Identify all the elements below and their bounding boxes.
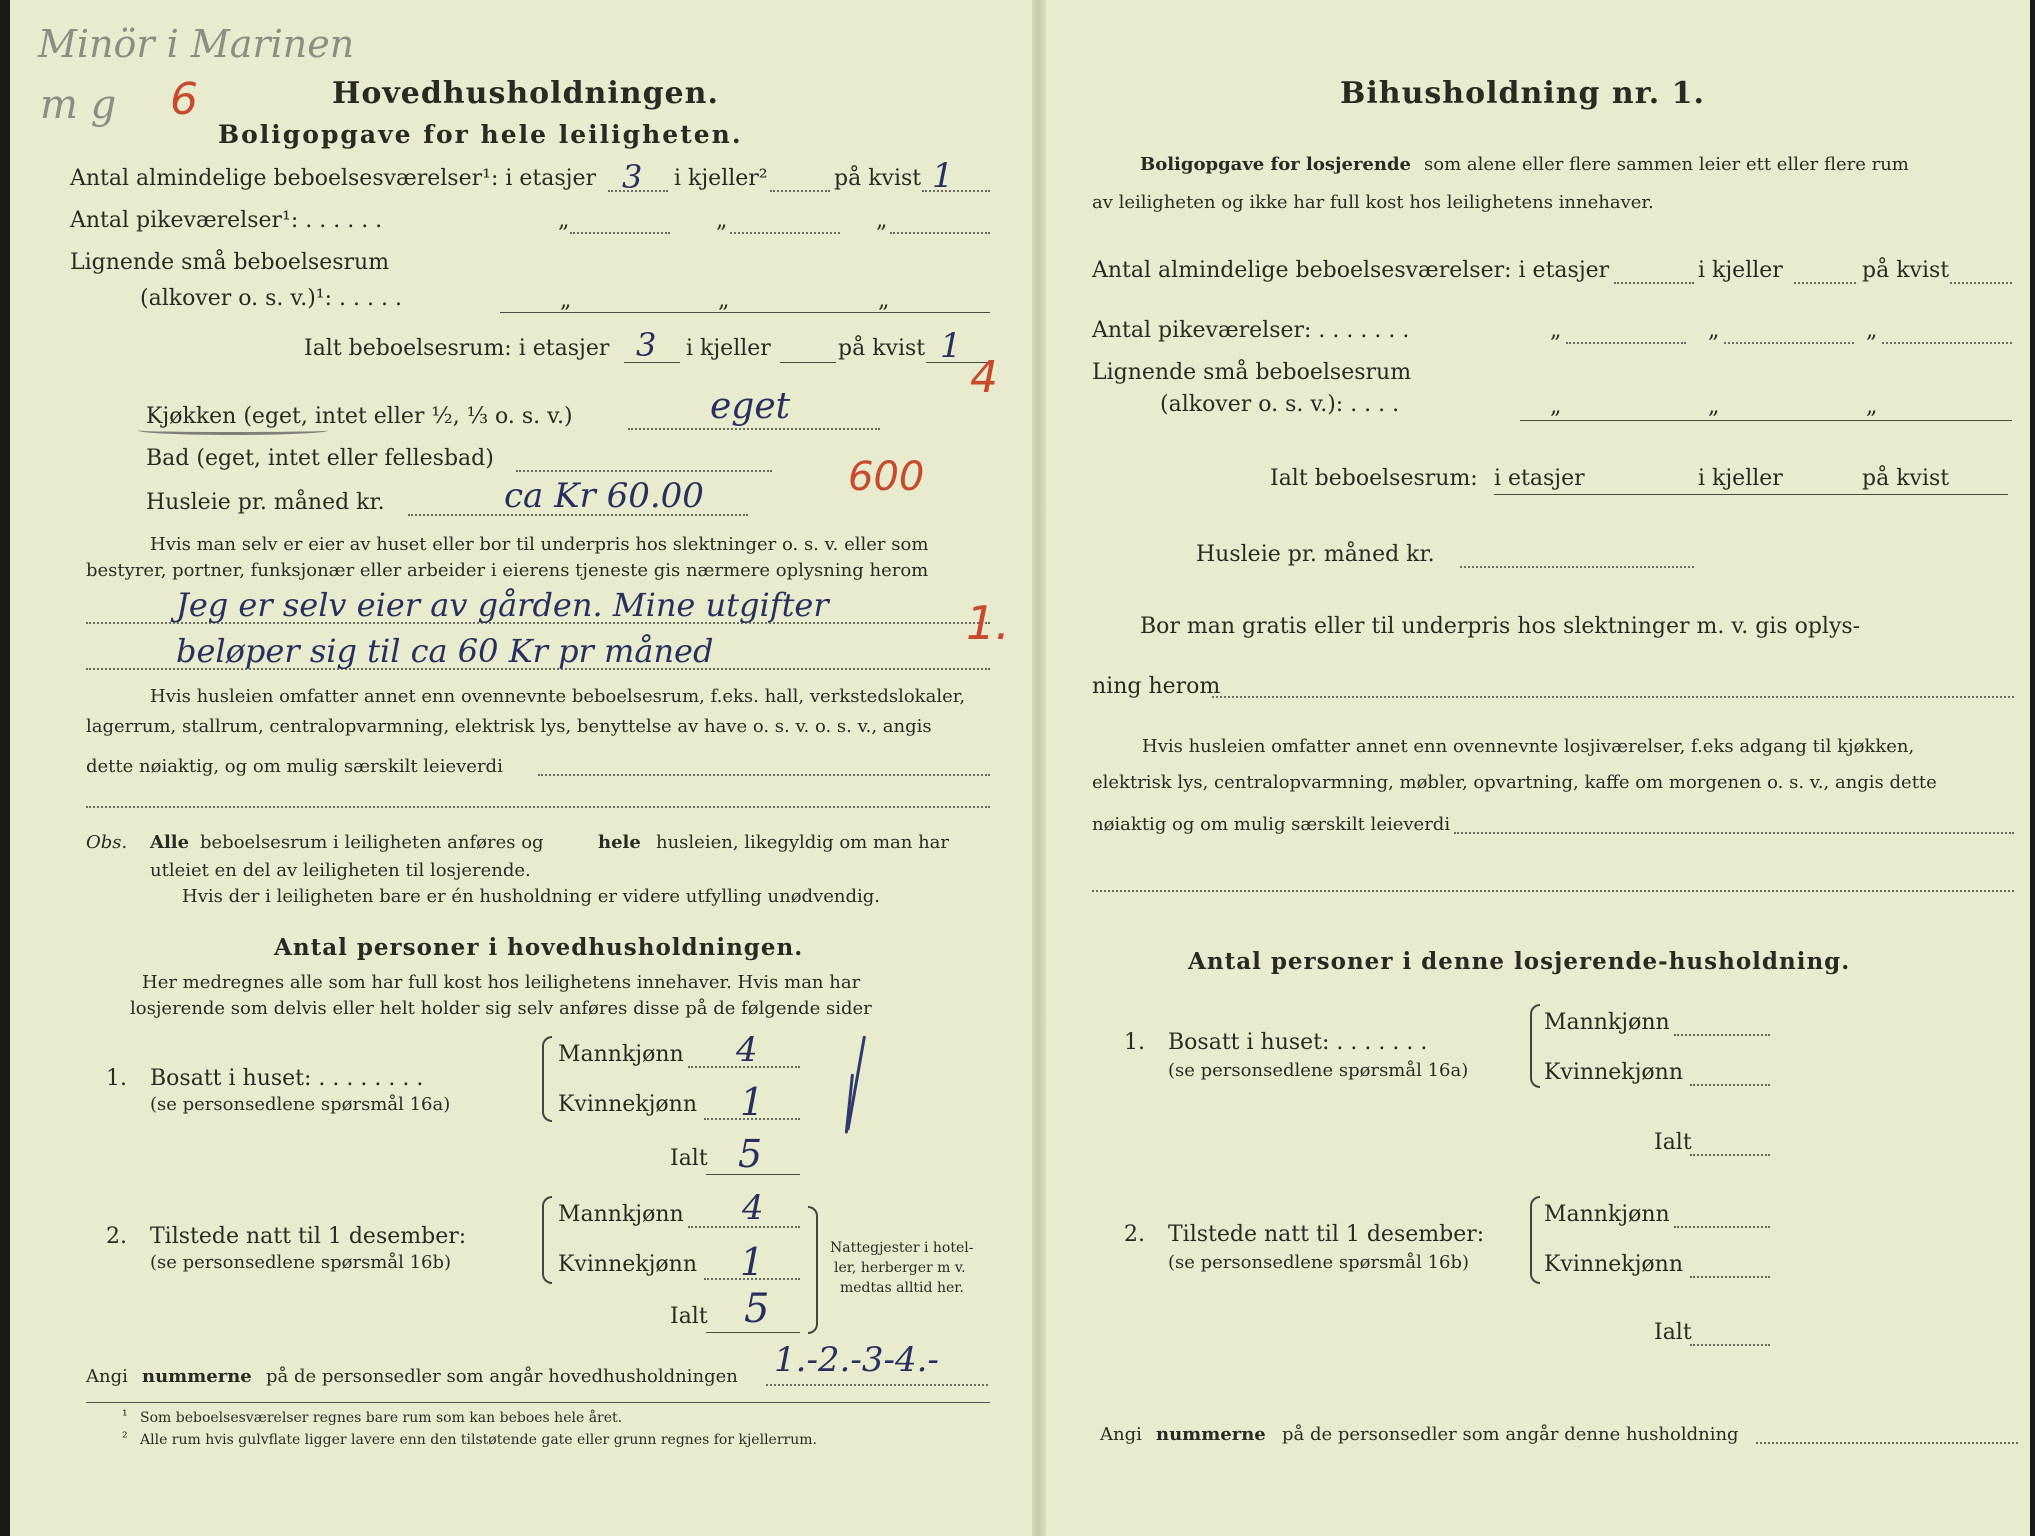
left-page-title: Hovedhusholdningen. — [332, 76, 719, 111]
field-line — [730, 232, 840, 234]
field-line — [516, 470, 772, 472]
field-line — [1460, 566, 1694, 568]
label-ialt: Ialt — [670, 1304, 708, 1329]
label-kvinnekjonn: Kvinnekjønn — [1544, 1252, 1683, 1277]
label-ialt-kjeller: i kjeller — [686, 336, 771, 361]
brace — [808, 1206, 818, 1334]
field-line — [1690, 1154, 1770, 1156]
left-page-subtitle: Boligopgave for hele leiligheten. — [218, 120, 743, 149]
footnote-mark: ² — [122, 1430, 128, 1446]
label-ialt: Ialt — [670, 1146, 708, 1171]
field-line — [1520, 420, 2012, 421]
ditto-mark: „ — [1708, 394, 1720, 419]
label-kjokken: Kjøkken (eget, intet eller ½, ⅓ o. s. v.) — [146, 404, 573, 429]
label-kvinnekjonn: Kvinnekjønn — [558, 1092, 697, 1117]
q2-sub: (se personsedlene spørsmål 16b) — [150, 1252, 452, 1273]
q1-number: 1. — [1124, 1030, 1145, 1055]
label-alkover: (alkover o. s. v.)¹: . . . . . — [140, 286, 402, 311]
field-line — [1690, 1084, 1770, 1086]
text-omfatter-2: elektrisk lys, centralopvarmning, møbler, opvartning, kaffe om morgenen o. s. v., angis dette — [1092, 772, 1937, 793]
field-line — [1454, 832, 2014, 834]
ditto-mark: „ — [1866, 318, 1878, 343]
ditto-mark: „ — [716, 208, 728, 233]
angi-label: Angi — [1100, 1424, 1142, 1445]
brace — [1530, 1196, 1540, 1284]
handwritten-ialt-kvist: 1 — [940, 326, 962, 366]
field-line — [1614, 282, 1694, 284]
field-line — [628, 428, 880, 430]
ditto-mark: „ — [1866, 394, 1878, 419]
text-omfatter-3: nøiaktig og om mulig særskilt leieverdi — [1092, 814, 1451, 835]
field-line — [1092, 890, 2014, 892]
footnote-2: Alle rum hvis gulvflate ligger lavere enn den tilstøtende gate eller grunn regnes for kjellerrum. — [140, 1432, 817, 1448]
intro-text-1: som alene eller flere sammen leier ett eller flere rum — [1424, 154, 1909, 175]
handwritten-remark-2: beløper sig til ca 60 Kr pr måned — [176, 632, 714, 670]
ditto-mark: „ — [1708, 318, 1720, 343]
text-eier-1: Hvis man selv er eier av huset eller bor til underpris hos slektninger o. s. v. eller som — [150, 534, 929, 555]
field-line — [780, 362, 836, 363]
label-ialt-kjeller: i kjeller — [1698, 466, 1783, 491]
text-omfatter-1: Hvis husleien omfatter annet enn ovennevnte losjiværelser, f.eks adgang til kjøkken, — [1142, 736, 1915, 757]
field-line — [1950, 282, 2012, 284]
text-omfatter-3: dette nøiaktig, og om mulig særskilt leieverdi — [86, 756, 503, 777]
footnote-divider — [86, 1402, 990, 1403]
nattegjester-2: ler, herberger m v. — [834, 1260, 966, 1276]
obs-hele: hele — [598, 832, 641, 853]
label-mannkjonn: Mannkjønn — [558, 1202, 684, 1227]
label-ialt: Ialt — [1654, 1320, 1692, 1345]
label-kjeller: i kjeller — [1698, 258, 1783, 283]
handwritten-husleie: ca Kr 60.00 — [504, 476, 704, 516]
handwritten-mg-number: 6 — [170, 74, 198, 125]
label-mannkjonn: Mannkjønn — [1544, 1202, 1670, 1227]
label-lignende: Lignende små beboelsesrum — [70, 250, 390, 275]
nattegjester-1: Nattegjester i hotel- — [830, 1240, 974, 1256]
nattegjester-3: medtas alltid her. — [840, 1280, 964, 1296]
label-alkover: (alkover o. s. v.): . . . . — [1160, 392, 1400, 417]
field-line — [1690, 1276, 1770, 1278]
text-gratis-2: ning herom — [1092, 674, 1221, 699]
ditto-mark: „ — [558, 208, 570, 233]
field-line — [1674, 1226, 1770, 1228]
handwritten-kvist: 1 — [932, 156, 954, 196]
label-lignende: Lignende små beboelsesrum — [1092, 360, 1412, 385]
ditto-mark: „ — [1550, 318, 1562, 343]
intro-text-2: av leiligheten og ikke har full kost hos leilighetens innehaver. — [1092, 192, 1654, 213]
label-husleie: Husleie pr. måned kr. — [1196, 542, 1435, 567]
ditto-mark: „ — [560, 288, 572, 313]
label-ialt-kvist: på kvist — [1862, 466, 1950, 491]
brace — [1530, 1004, 1540, 1088]
handwritten-etasjer: 3 — [622, 158, 643, 196]
footnote-mark: ¹ — [122, 1408, 128, 1424]
field-line — [1690, 1344, 1770, 1346]
field-line — [1212, 696, 2014, 698]
angi-text: på de personsedler som angår hovedhusholdningen — [266, 1366, 738, 1387]
angi-text: på de personsedler som angår denne husholdning — [1282, 1424, 1739, 1445]
handwritten-tilstede-mann: 4 — [742, 1188, 764, 1228]
obs-alle: Alle — [150, 832, 190, 853]
personer-title: Antal personer i denne losjerende-husholdning. — [1188, 948, 1851, 975]
label-mannkjonn: Mannkjønn — [558, 1042, 684, 1067]
handwritten-bosatt-kvinne: 1 — [740, 1080, 765, 1124]
handwritten-remark-code: 1. — [966, 596, 1010, 650]
text-gratis-1: Bor man gratis eller til underpris hos slektninger m. v. gis oplys- — [1140, 614, 1861, 639]
q2-number: 2. — [1124, 1222, 1145, 1247]
ditto-mark: „ — [718, 288, 730, 313]
label-ialt-kvist: på kvist — [838, 336, 926, 361]
ditto-mark: „ — [1550, 394, 1562, 419]
obs-text-3: Hvis der i leiligheten bare er én husholdning er videre utfylling unødvendig. — [182, 886, 881, 907]
intro-bold: Boligopgave for losjerende — [1140, 154, 1412, 175]
handwritten-ialt-total: 4 — [970, 352, 998, 403]
label-bad: Bad (eget, intet eller fellesbad) — [146, 446, 494, 471]
handwritten-tilstede-ialt: 5 — [744, 1286, 770, 1332]
label-kvinnekjonn: Kvinnekjønn — [558, 1252, 697, 1277]
q2-number: 2. — [106, 1224, 127, 1249]
ditto-mark: „ — [876, 208, 888, 233]
brace — [542, 1196, 552, 1284]
personer-title: Antal personer i hovedhusholdningen. — [274, 934, 804, 961]
text-omfatter-2: lagerrum, stallrum, centralopvarmning, elektrisk lys, benyttelse av have o. s. v. o. s. v., angis — [86, 716, 932, 737]
label-kjeller: i kjeller² — [674, 166, 768, 191]
handwritten-kjokken: eget — [710, 386, 791, 427]
field-line — [86, 806, 990, 808]
right-page-title: Bihusholdning nr. 1. — [1340, 76, 1705, 111]
label-kvinnekjonn: Kvinnekjønn — [1544, 1060, 1683, 1085]
label-kvist: på kvist — [1862, 258, 1950, 283]
personer-text-2: losjerende som delvis eller helt holder sig selv anføres disse på de følgende sider — [130, 998, 872, 1019]
q1-number: 1. — [106, 1066, 127, 1091]
field-line — [890, 232, 990, 234]
angi-nummerne: nummerne — [1156, 1424, 1266, 1445]
text-omfatter-1: Hvis husleien omfatter annet enn ovennevnte beboelsesrum, f.eks. hall, verkstedslokaler, — [150, 686, 966, 707]
label-ialt: Ialt — [1654, 1130, 1692, 1155]
q2-label: Tilstede natt til 1 desember: — [150, 1224, 467, 1249]
handwritten-nummerne: 1.-2.-3-4.- — [774, 1340, 939, 1380]
q1-sub: (se personsedlene spørsmål 16a) — [150, 1094, 451, 1115]
field-line — [570, 232, 670, 234]
label-pikevaerelser: Antal pikeværelser: . . . . . . . — [1092, 318, 1410, 343]
q1-label: Bosatt i huset: . . . . . . . . — [150, 1066, 424, 1091]
field-line — [1566, 342, 1686, 344]
handwritten-top-note: Minör i Marinen — [38, 22, 355, 66]
angi-nummerne: nummerne — [142, 1366, 252, 1387]
q1-label: Bosatt i huset: . . . . . . . — [1168, 1030, 1428, 1055]
label-husleie: Husleie pr. måned kr. — [146, 490, 385, 515]
label-almindelige: Antal almindelige beboelsesværelser: i etasjer — [1092, 258, 1610, 283]
handwritten-bosatt-ialt: 5 — [738, 1132, 763, 1176]
obs-text-1: beboelsesrum i leiligheten anføres og — [200, 832, 544, 853]
label-pikevaerelser: Antal pikeværelser¹: . . . . . . — [70, 208, 383, 233]
left-page-hovedhusholdning — [10, 0, 1035, 1536]
handwritten-ialt-etasjer: 3 — [636, 326, 657, 364]
text-eier-2: bestyrer, portner, funksjonær eller arbeider i eierens tjeneste gis nærmere oplysning herom — [86, 560, 929, 581]
label-almindelige: Antal almindelige beboelsesværelser¹: i etasjer — [70, 166, 597, 191]
label-kvist: på kvist — [834, 166, 922, 191]
field-line — [500, 312, 990, 313]
field-kjeller-line — [770, 190, 830, 192]
field-line — [766, 1384, 988, 1386]
label-ialt-beboelsesrum: Ialt beboelsesrum: — [1270, 466, 1478, 491]
q2-label: Tilstede natt til 1 desember: — [1168, 1222, 1485, 1247]
personer-text-1: Her medregnes alle som har full kost hos leilighetens innehaver. Hvis man har — [142, 972, 861, 993]
q2-sub: (se personsedlene spørsmål 16b) — [1168, 1252, 1470, 1273]
field-line — [706, 1332, 800, 1333]
footnote-1: Som beboelsesværelser regnes bare rum som kan beboes hele året. — [140, 1410, 623, 1426]
label-ialt-beboelsesrum: Ialt beboelsesrum: i etasjer — [304, 336, 610, 361]
field-line — [538, 774, 990, 776]
ditto-mark: „ — [878, 288, 890, 313]
angi-label: Angi — [86, 1366, 128, 1387]
field-line — [1494, 494, 2008, 495]
right-page-bihusholdning — [1040, 0, 2030, 1536]
handwritten-tilstede-kvinne: 1 — [740, 1240, 765, 1284]
obs-text-1b: husleien, likegyldig om man har — [656, 832, 949, 853]
label-mannkjonn: Mannkjønn — [1544, 1010, 1670, 1035]
brace — [542, 1036, 552, 1122]
census-sheet — [10, 0, 2030, 1536]
handwritten-remark-1: Jeg er selv eier av gården. Mine utgifter — [176, 586, 829, 624]
field-line — [1794, 282, 1856, 284]
field-line — [1674, 1034, 1770, 1036]
handwritten-bosatt-mann: 4 — [736, 1030, 758, 1070]
underline-mark — [138, 426, 328, 435]
obs-text-2: utleiet en del av leiligheten til losjerende. — [150, 860, 531, 881]
field-line — [1882, 342, 2012, 344]
label-ialt-etasjer: i etasjer — [1494, 466, 1585, 491]
q1-sub: (se personsedlene spørsmål 16a) — [1168, 1060, 1469, 1081]
field-line — [1756, 1442, 2018, 1444]
obs-label: Obs. — [86, 832, 128, 853]
handwritten-mg: m g — [40, 82, 117, 128]
field-line — [1724, 342, 1854, 344]
handwritten-code-600: 600 — [848, 454, 925, 500]
